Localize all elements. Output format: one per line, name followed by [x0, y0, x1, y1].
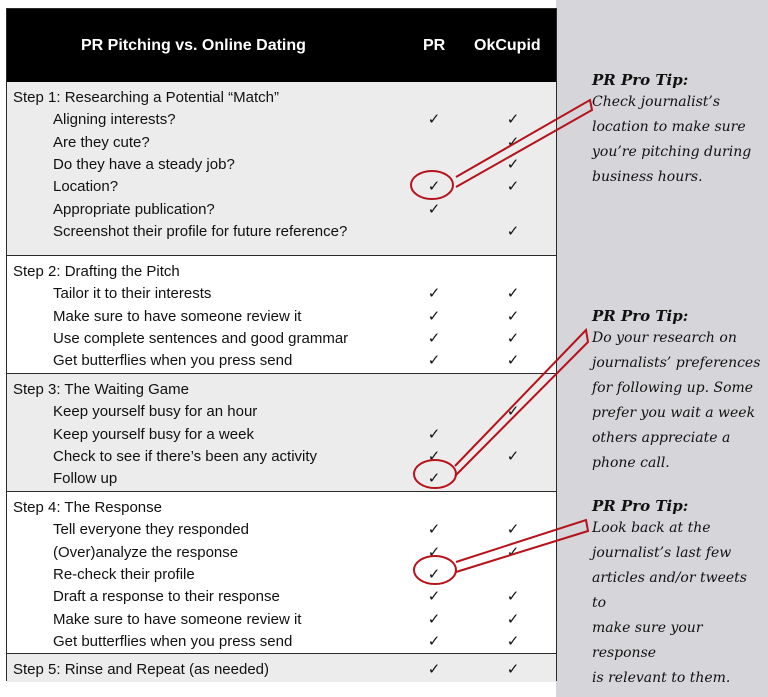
check-pr-icon: ✓ — [427, 110, 441, 129]
check-pr-icon: ✓ — [427, 177, 441, 196]
section-step-5 — [7, 653, 556, 682]
tip-line: Do your research on — [592, 330, 737, 346]
check-pr-icon: ✓ — [427, 631, 441, 650]
pr-pro-tip-follow-up — [592, 306, 764, 476]
section-title-label: Step 5: Rinse and Repeat (as needed) — [13, 661, 270, 678]
check-pr-icon: ✓ — [427, 284, 441, 303]
check-pr-icon: ✓ — [427, 520, 441, 539]
table-row-label: Use complete sentences and good grammar — [53, 329, 349, 347]
table-row — [7, 328, 556, 350]
section-title-label: Step 2: Drafting the Pitch — [13, 263, 180, 280]
table-row — [7, 401, 556, 423]
table-row — [7, 221, 556, 243]
table-row-label: Tell everyone they responded — [53, 521, 249, 539]
check-okcupid-icon: ✓ — [506, 284, 520, 303]
table-row — [7, 283, 556, 305]
check-pr-icon: ✓ — [427, 660, 441, 678]
tip-line: business hours. — [592, 169, 703, 185]
tip-line: prefer you wait a week — [592, 405, 756, 421]
table-row — [7, 542, 556, 564]
table-row-label: Screenshot their profile for future reference? — [53, 222, 348, 240]
table-row-label: Make sure to have someone review it — [53, 307, 302, 325]
check-okcupid-icon: ✓ — [506, 306, 520, 325]
table-row — [7, 199, 556, 221]
column-header-okcupid: OkCupid — [474, 37, 541, 54]
tip-line: Check journalist’s — [592, 94, 721, 110]
pr-pro-tip-response — [592, 496, 764, 691]
section-step-4 — [7, 491, 556, 653]
check-pr-icon: ✓ — [427, 424, 441, 443]
table-row-label: Draft a response to their response — [53, 588, 280, 606]
tip-title: PR Pro Tip: — [592, 71, 689, 89]
tip-line: journalist’s last few — [592, 545, 732, 561]
table-row — [7, 609, 556, 631]
check-okcupid-icon: ✓ — [506, 110, 520, 129]
table-row-label: (Over)analyze the response — [53, 543, 239, 561]
section-title — [7, 87, 556, 109]
tip-line: location to make sure — [592, 119, 746, 135]
tip-title: PR Pro Tip: — [592, 497, 689, 515]
tip-line: is relevant to them. — [592, 670, 731, 686]
table-row — [7, 519, 556, 541]
table-row — [7, 132, 556, 154]
tip-title: PR Pro Tip: — [592, 307, 689, 325]
table-row — [7, 424, 556, 446]
check-okcupid-icon: ✓ — [506, 446, 520, 465]
check-okcupid-icon: ✓ — [506, 351, 520, 370]
check-okcupid-icon: ✓ — [506, 154, 520, 173]
tip-line: make sure your response — [592, 620, 703, 661]
table-row-label: Do they have a steady job? — [53, 155, 235, 173]
check-okcupid-icon: ✓ — [506, 631, 520, 650]
check-pr-icon: ✓ — [427, 469, 441, 488]
section-title-label: Step 4: The Response — [13, 499, 162, 516]
table-row — [7, 446, 556, 468]
section-title — [7, 497, 556, 519]
section-step-1 — [7, 82, 556, 255]
table-row-label: Keep yourself busy for an hour — [53, 403, 258, 421]
column-header-pr: PR — [423, 37, 446, 54]
comparison-table — [6, 8, 557, 681]
check-okcupid-icon: ✓ — [506, 660, 520, 678]
section-title — [7, 379, 556, 401]
section-step-2 — [7, 255, 556, 373]
check-okcupid-icon: ✓ — [506, 609, 520, 628]
table-row-label: Aligning interests? — [53, 111, 176, 129]
check-pr-icon: ✓ — [427, 564, 441, 583]
check-pr-icon: ✓ — [427, 609, 441, 628]
table-row — [7, 306, 556, 328]
pr-pro-tip-location — [592, 70, 764, 190]
check-okcupid-icon: ✓ — [506, 520, 520, 539]
table-row-label: Tailor it to their interests — [53, 285, 212, 303]
tip-line: articles and/or tweets to — [592, 570, 747, 611]
table-row — [7, 176, 556, 198]
check-okcupid-icon: ✓ — [506, 177, 520, 196]
tip-line: journalists’ preferences — [592, 355, 761, 371]
table-row-label: Get butterflies when you press send — [53, 352, 293, 370]
section-title — [7, 659, 556, 681]
table-row — [7, 586, 556, 608]
table-row — [7, 468, 556, 490]
check-pr-icon: ✓ — [427, 199, 441, 218]
tip-line: Look back at the — [592, 520, 711, 536]
table-row — [7, 564, 556, 586]
table-row-label: Appropriate publication? — [53, 200, 215, 218]
table-row-label: Follow up — [53, 470, 118, 488]
check-okcupid-icon: ✓ — [506, 587, 520, 606]
tip-line: for following up. Some — [592, 380, 754, 396]
table-header — [7, 9, 556, 82]
check-okcupid-icon: ✓ — [506, 328, 520, 347]
section-title-label: Step 3: The Waiting Game — [13, 381, 189, 398]
check-pr-icon: ✓ — [427, 306, 441, 325]
section-step-3 — [7, 373, 556, 491]
section-title-label: Step 1: Researching a Potential “Match” — [13, 89, 279, 106]
table-row-label: Keep yourself busy for a week — [53, 425, 254, 443]
check-pr-icon: ✓ — [427, 328, 441, 347]
table-row — [7, 154, 556, 176]
check-pr-icon: ✓ — [427, 587, 441, 606]
section-title — [7, 261, 556, 283]
table-row-label: Location? — [53, 178, 119, 196]
table-row-label: Make sure to have someone review it — [53, 610, 302, 628]
table-row-label: Check to see if there’s been any activity — [53, 447, 318, 465]
tip-line: others appreciate a — [592, 430, 731, 446]
table-row — [7, 350, 556, 372]
check-okcupid-icon: ✓ — [506, 402, 520, 421]
table-row-label: Are they cute? — [53, 133, 150, 151]
tip-line: phone call. — [592, 455, 670, 471]
table-row-label: Get butterflies when you press send — [53, 632, 293, 650]
check-pr-icon: ✓ — [427, 351, 441, 370]
check-okcupid-icon: ✓ — [506, 132, 520, 151]
table-row — [7, 109, 556, 131]
table-title: PR Pitching vs. Online Dating — [81, 37, 306, 54]
tip-line: you’re pitching during — [592, 144, 752, 160]
check-okcupid-icon: ✓ — [506, 542, 520, 561]
table-row — [7, 631, 556, 653]
check-pr-icon: ✓ — [427, 542, 441, 561]
table-row-label: Re-check their profile — [53, 565, 195, 583]
check-okcupid-icon: ✓ — [506, 221, 520, 240]
check-pr-icon: ✓ — [427, 446, 441, 465]
